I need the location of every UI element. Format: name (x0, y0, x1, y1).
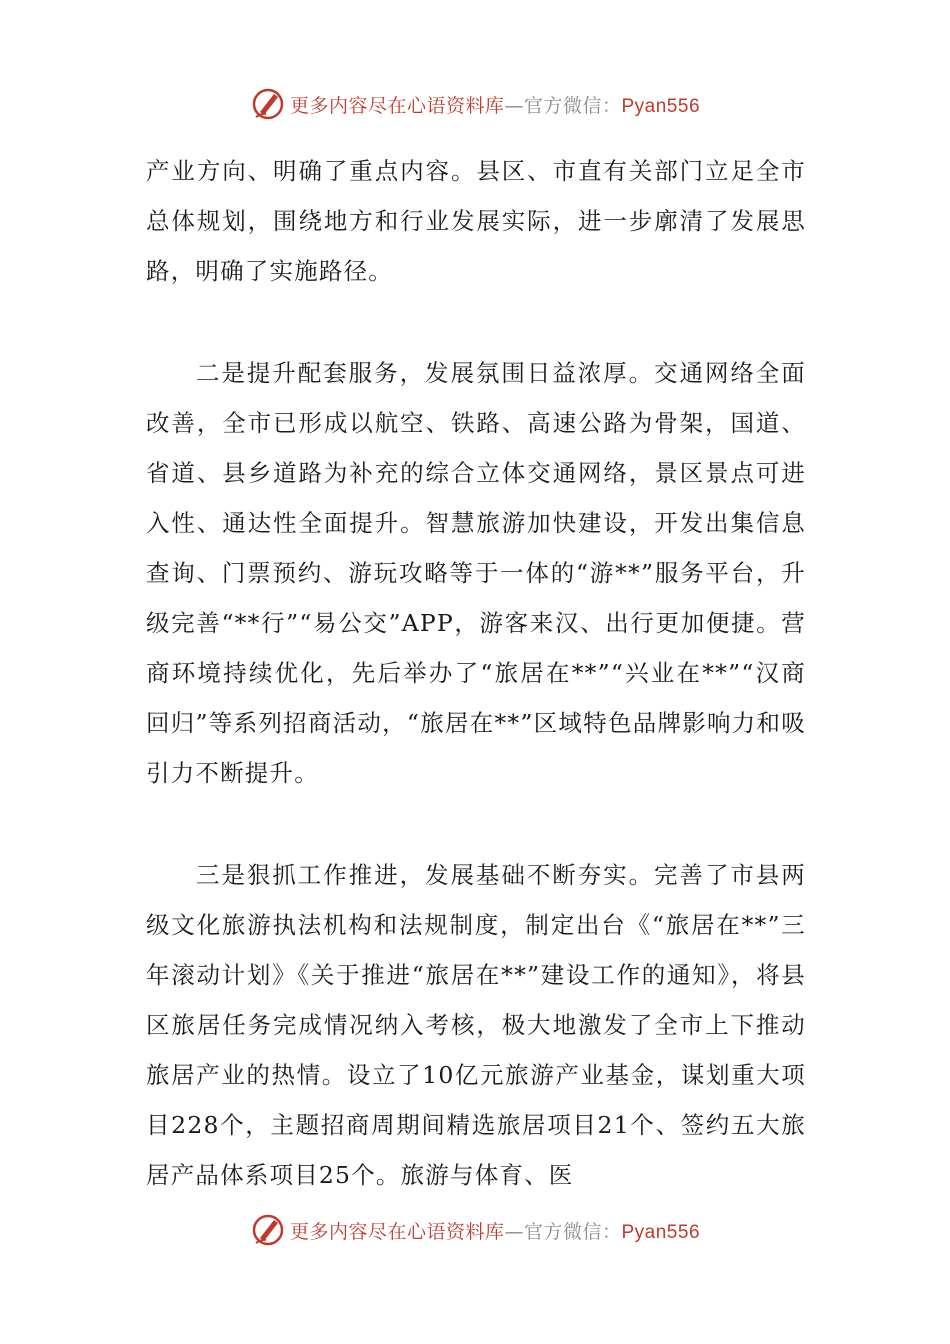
watermark-text (290, 1217, 700, 1244)
document-body (146, 146, 806, 1200)
header-watermark (0, 84, 950, 124)
watermark-site: 更多内容尽在心语资料库 (289, 1220, 505, 1243)
paragraph-continuation: 产业方向、明确了重点内容。县区、市直有关部门立足全市总体规划，围绕地方和行业发展实际，进一步廓清了发展思路，明确了实施路径。 (146, 157, 806, 285)
footer-watermark (0, 1210, 950, 1250)
watermark-text (290, 91, 700, 118)
watermark-official: 官方微信： (523, 1220, 622, 1243)
watermark-dash: — (504, 94, 524, 117)
watermark-wechat-id: Pyan556 (621, 1221, 701, 1243)
watermark-site: 更多内容尽在心语资料库 (289, 94, 505, 117)
paragraph-service: 二是提升配套服务，发展氛围日益浓厚。交通网络全面改善，全市已形成以航空、铁路、高速公路为骨架，国道、省道、县乡道路为补充的综合立体交通网络，景区景点可进入性、通达性全面提升。智慧旅游加快建设，开发出集信息查询、门票预约、游玩攻略等于一体的“游**”服务平台，升级完善“**行”“易公交”APP，游客来汉、出行更加便捷。营商环境持续优化，先后举办了“旅居在**”“兴业在**”“汉商回归”等系列招商活动，“旅居在**”区域特色品牌影响力和吸引力不断提升。 (146, 359, 806, 787)
pen-logo-icon (250, 86, 286, 122)
watermark-wechat-id: Pyan556 (621, 95, 701, 117)
pen-logo-icon (250, 1212, 286, 1248)
watermark-dash: — (504, 1220, 524, 1243)
paragraph-work-progress: 三是狠抓工作推进，发展基础不断夯实。完善了市县两级文化旅游执法机构和法规制度，制定出台《“旅居在**”三年滚动计划》《关于推进“旅居在**”建设工作的通知》，将县区旅居任务完成情况纳入考核，极大地激发了全市上下推动旅居产业的热情。设立了10亿元旅游产业基金，谋划重大项目228个，主题招商周期间精选旅居项目21个、签约五大旅居产品体系项目25个。旅游与体育、医 (146, 861, 806, 1189)
watermark-official: 官方微信： (523, 94, 622, 117)
